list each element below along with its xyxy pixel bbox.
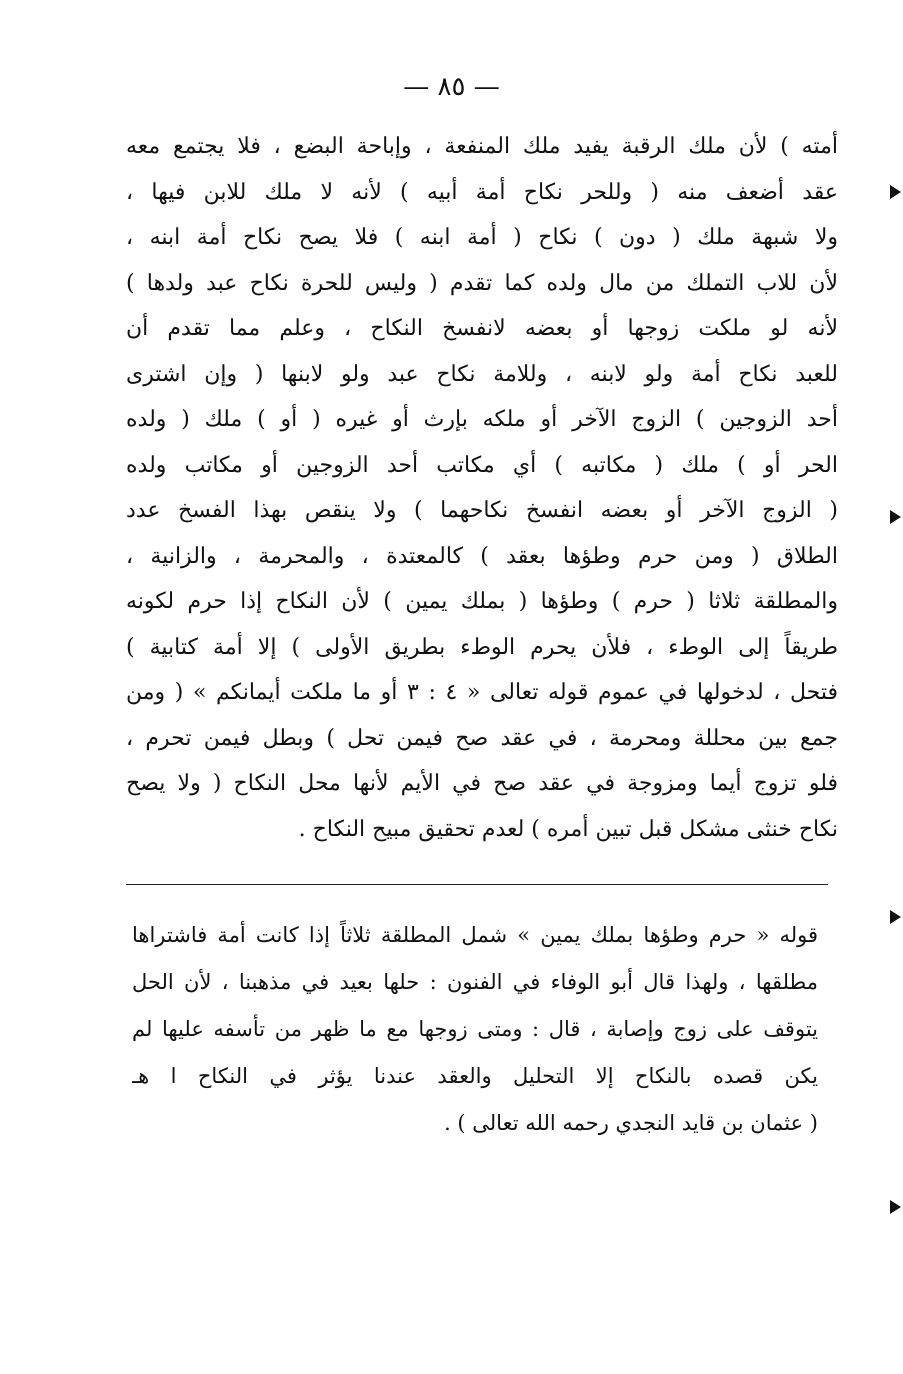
text-line: الطلاق ( ومن حرم وطؤها بعقد ) كالمعتدة ، والمحرمة ، والزانية ، <box>126 543 838 569</box>
text-line: فتحل ، لدخولها في عموم قوله تعالى « ٤ : ٣ أو ما ملكت أيمانكم » ( ومن <box>126 680 838 705</box>
text-line: أحد الزوجين ) الزوج الآخر أو ملكه بإرث أو غيره ( أو ) ملك ( ولده <box>126 407 838 432</box>
text-line: نكاح خنثى مشكل قبل تبين أمره ) لعدم تحقيق مبيح النكاح . <box>298 816 838 842</box>
text-line: ( الزوج الآخر أو بعضه انفسخ نكاحهما ) ولا ينقص بهذا الفسخ عدد <box>126 498 838 523</box>
footnote-line: يكن قصده بالنكاح إلا التحليل والعقد عندنا يؤثر في النكاح ا هـ <box>132 1064 818 1088</box>
text-line: للعبد نكاح أمة ولو لابنه ، وللامة نكاح عبد ولو لابنها ( وإن اشترى <box>126 361 838 387</box>
margin-mark-icon <box>890 910 901 924</box>
text-line: طريقاً إلى الوطء ، فلأن يحرم الوطء بطريق الأولى ) إلا أمة كتابية ) <box>126 634 838 660</box>
text-line: فلو تزوج أيما ومزوجة في عقد صح في الأيم لأنها محل النكاح ( ولا يصح <box>126 771 838 796</box>
footnote-line: مطلقها ، ولهذا قال أبو الوفاء في الفنون : حلها بعيد في مذهبنا ، لأن الحل <box>132 970 818 994</box>
footnote-line: يتوقف على زوج وإصابة ، قال : ومتى زوجها مع ما ظهر من تأسفه عليها لم <box>132 1017 818 1041</box>
text-line: عقد أضعف منه ( وللحر نكاح أمة أبيه ) لأنه لا ملك للابن فيها ، <box>126 179 838 205</box>
text-line: جمع بين محللة ومحرمة ، في عقد صح فيمن تحل ) وبطل فيمن تحرم ، <box>126 725 838 751</box>
margin-mark-icon <box>890 1200 901 1214</box>
text-line: الحر أو ) ملك ( مكاتبه ) أي مكاتب أحد الزوجين أو مكاتب ولده <box>126 452 838 478</box>
text-line: لأنه لو ملكت زوجها أو بعضه لانفسخ النكاح ، وعلم مما تقدم أن <box>126 316 838 341</box>
footnote-divider <box>126 884 828 885</box>
text-line: أمته ) لأن ملك الرقبة يفيد ملك المنفعة ، وإباحة البضع ، فلا يجتمع معه <box>126 134 838 159</box>
footnote-line: ( عثمان بن قايد النجدي رحمه الله تعالى ) . <box>444 1111 818 1135</box>
main-text <box>126 124 838 852</box>
footnote-line: قوله « حرم وطؤها بملك يمين » شمل المطلقة ثلاثاً إذا كانت أمة فاشتراها <box>132 923 818 947</box>
text-line: لأن للاب التملك من مال ولده كما تقدم ( وليس للحرة نكاح عبد ولدها ) <box>126 270 838 296</box>
text-line: ولا شبهة ملك ( دون ) نكاح ( أمة ابنه ) فلا يصح نكاح أمة ابنه ، <box>126 225 838 250</box>
text-line: والمطلقة ثلاثا ( حرم ) وطؤها ( بملك يمين ) لأن النكاح إذا حرم لكونه <box>126 589 838 614</box>
footnote <box>132 912 818 1147</box>
page-number: — ٨٥ — <box>403 72 500 102</box>
margin-mark-icon <box>890 185 901 199</box>
margin-mark-icon <box>890 510 901 524</box>
